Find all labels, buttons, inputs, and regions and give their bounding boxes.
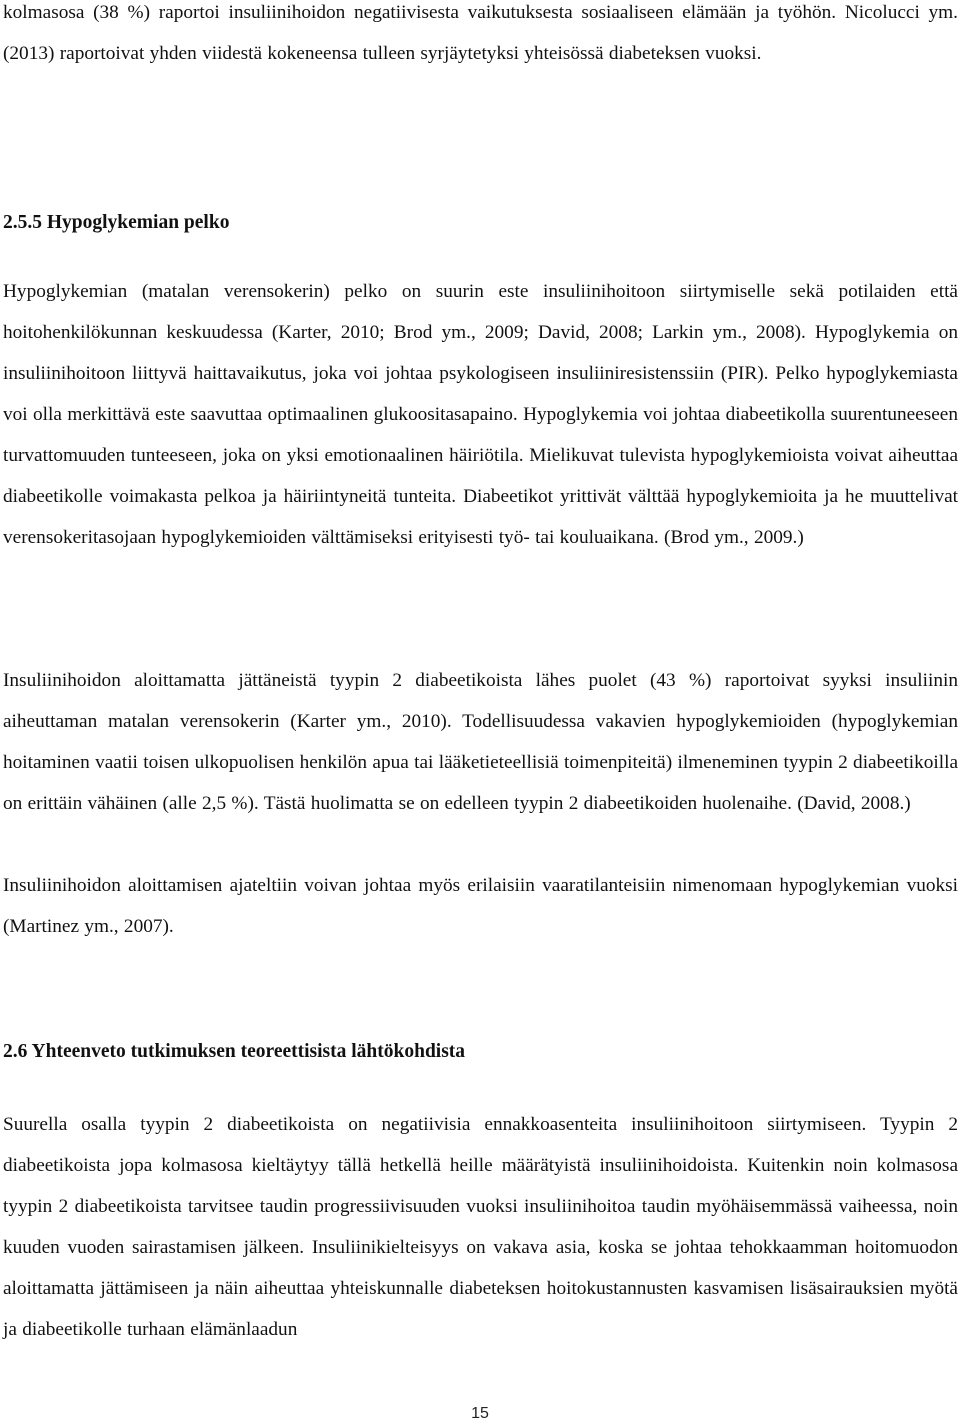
section-2-5-5-paragraph-2: Insuliinihoidon aloittamatta jättäneistä tyypin 2 diabeetikoista lähes puolet (43 %) raportoivat syyksi insuliinin aiheuttaman matalan verensokerin (Karter ym., 2010). Todellisuudessa vakavien hypoglykemioiden (hypoglykemian hoitaminen vaatii toisen ulkopuolisen henkilön apua tai lääketieteellisiä toimenpiteitä) ilmeneminen tyypin 2 diabeetikoilla on erittäin vähäinen (alle 2,5 %). Tästä huolimatta se on edelleen tyypin 2 diabeetikoiden huolenaihe. (David, 2008.)	[3, 670, 958, 814]
section-2-5-5-paragraph-1: Hypoglykemian (matalan verensokerin) pelko on suurin este insuliinihoitoon siirtymiselle sekä potilaiden että hoitohenkilökunnan keskuudessa (Karter, 2010; Brod ym., 2009; David, 2008; Larkin ym., 2008). Hypoglykemia on insuliinihoitoon liittyvä haittavaikutus, joka voi johtaa psykologiseen insuliiniresistenssiin (PIR). Pelko hypoglykemiasta voi olla merkittävä este saavuttaa optimaalinen glukoositasapaino. Hypoglykemia voi johtaa diabeetikolla suurentuneeseen turvattomuuden tunteeseen, joka on yksi emotionaalinen häiriötila. Mielikuvat tulevista hypoglykemioista voivat aiheuttaa diabeetikolle voimakasta pelkoa ja häiriintyneitä tunteita. Diabeetikot yrittivät välttää hypoglykemioita ja he muuttelivat verensokeritasojaan hypoglykemioiden välttämiseksi erityisesti työ- tai kouluaikana. (Brod ym., 2009.)	[3, 281, 958, 548]
section-heading-2-6: 2.6 Yhteenveto tutkimuksen teoreettisista lähtökohdista	[3, 1041, 466, 1062]
section-2-5-5-paragraph-3: Insuliinihoidon aloittamisen ajateltiin voivan johtaa myös erilaisiin vaaratilanteisiin nimenomaan hypoglykemian vuoksi (Martinez ym., 2007).	[3, 875, 958, 937]
section-2-6-paragraph-1: Suurella osalla tyypin 2 diabeetikoista on negatiivisia ennakkoasenteita insuliinihoitoon siirtymiseen. Tyypin 2 diabeetikoista jopa kolmasosa kieltäytyy tällä hetkellä heille määrätyistä insuliinihoidoista. Kuitenkin noin kolmasosa tyypin 2 diabeetikoista tarvitsee taudin progressiivisuuden vuoksi insuliinihoitoa taudin myöhäisemmässä vaiheessa, noin kuuden vuoden sairastamisen jälkeen. Insuliinikielteisyys on vakava asia, koska se johtaa tehokkaamman hoitomuodon aloittamatta jättämiseen ja näin aiheuttaa yhteiskunnalle diabeteksen hoitokustannusten kasvamisen lisäsairauksien myötä ja diabeetikolle turhaan elämänlaadun	[3, 1114, 958, 1340]
intro-paragraph: kolmasosa (38 %) raportoi insuliinihoidon negatiivisesta vaikutuksesta sosiaaliseen elämään ja työhön. Nicolucci ym. (2013) raportoivat yhden viidestä kokeneensa tulleen syrjäytetyksi yhteisössä diabeteksen vuoksi.	[3, 2, 958, 64]
page-number: 15	[471, 1405, 489, 1422]
section-heading-2-5-5: 2.5.5 Hypoglykemian pelko	[3, 212, 230, 233]
